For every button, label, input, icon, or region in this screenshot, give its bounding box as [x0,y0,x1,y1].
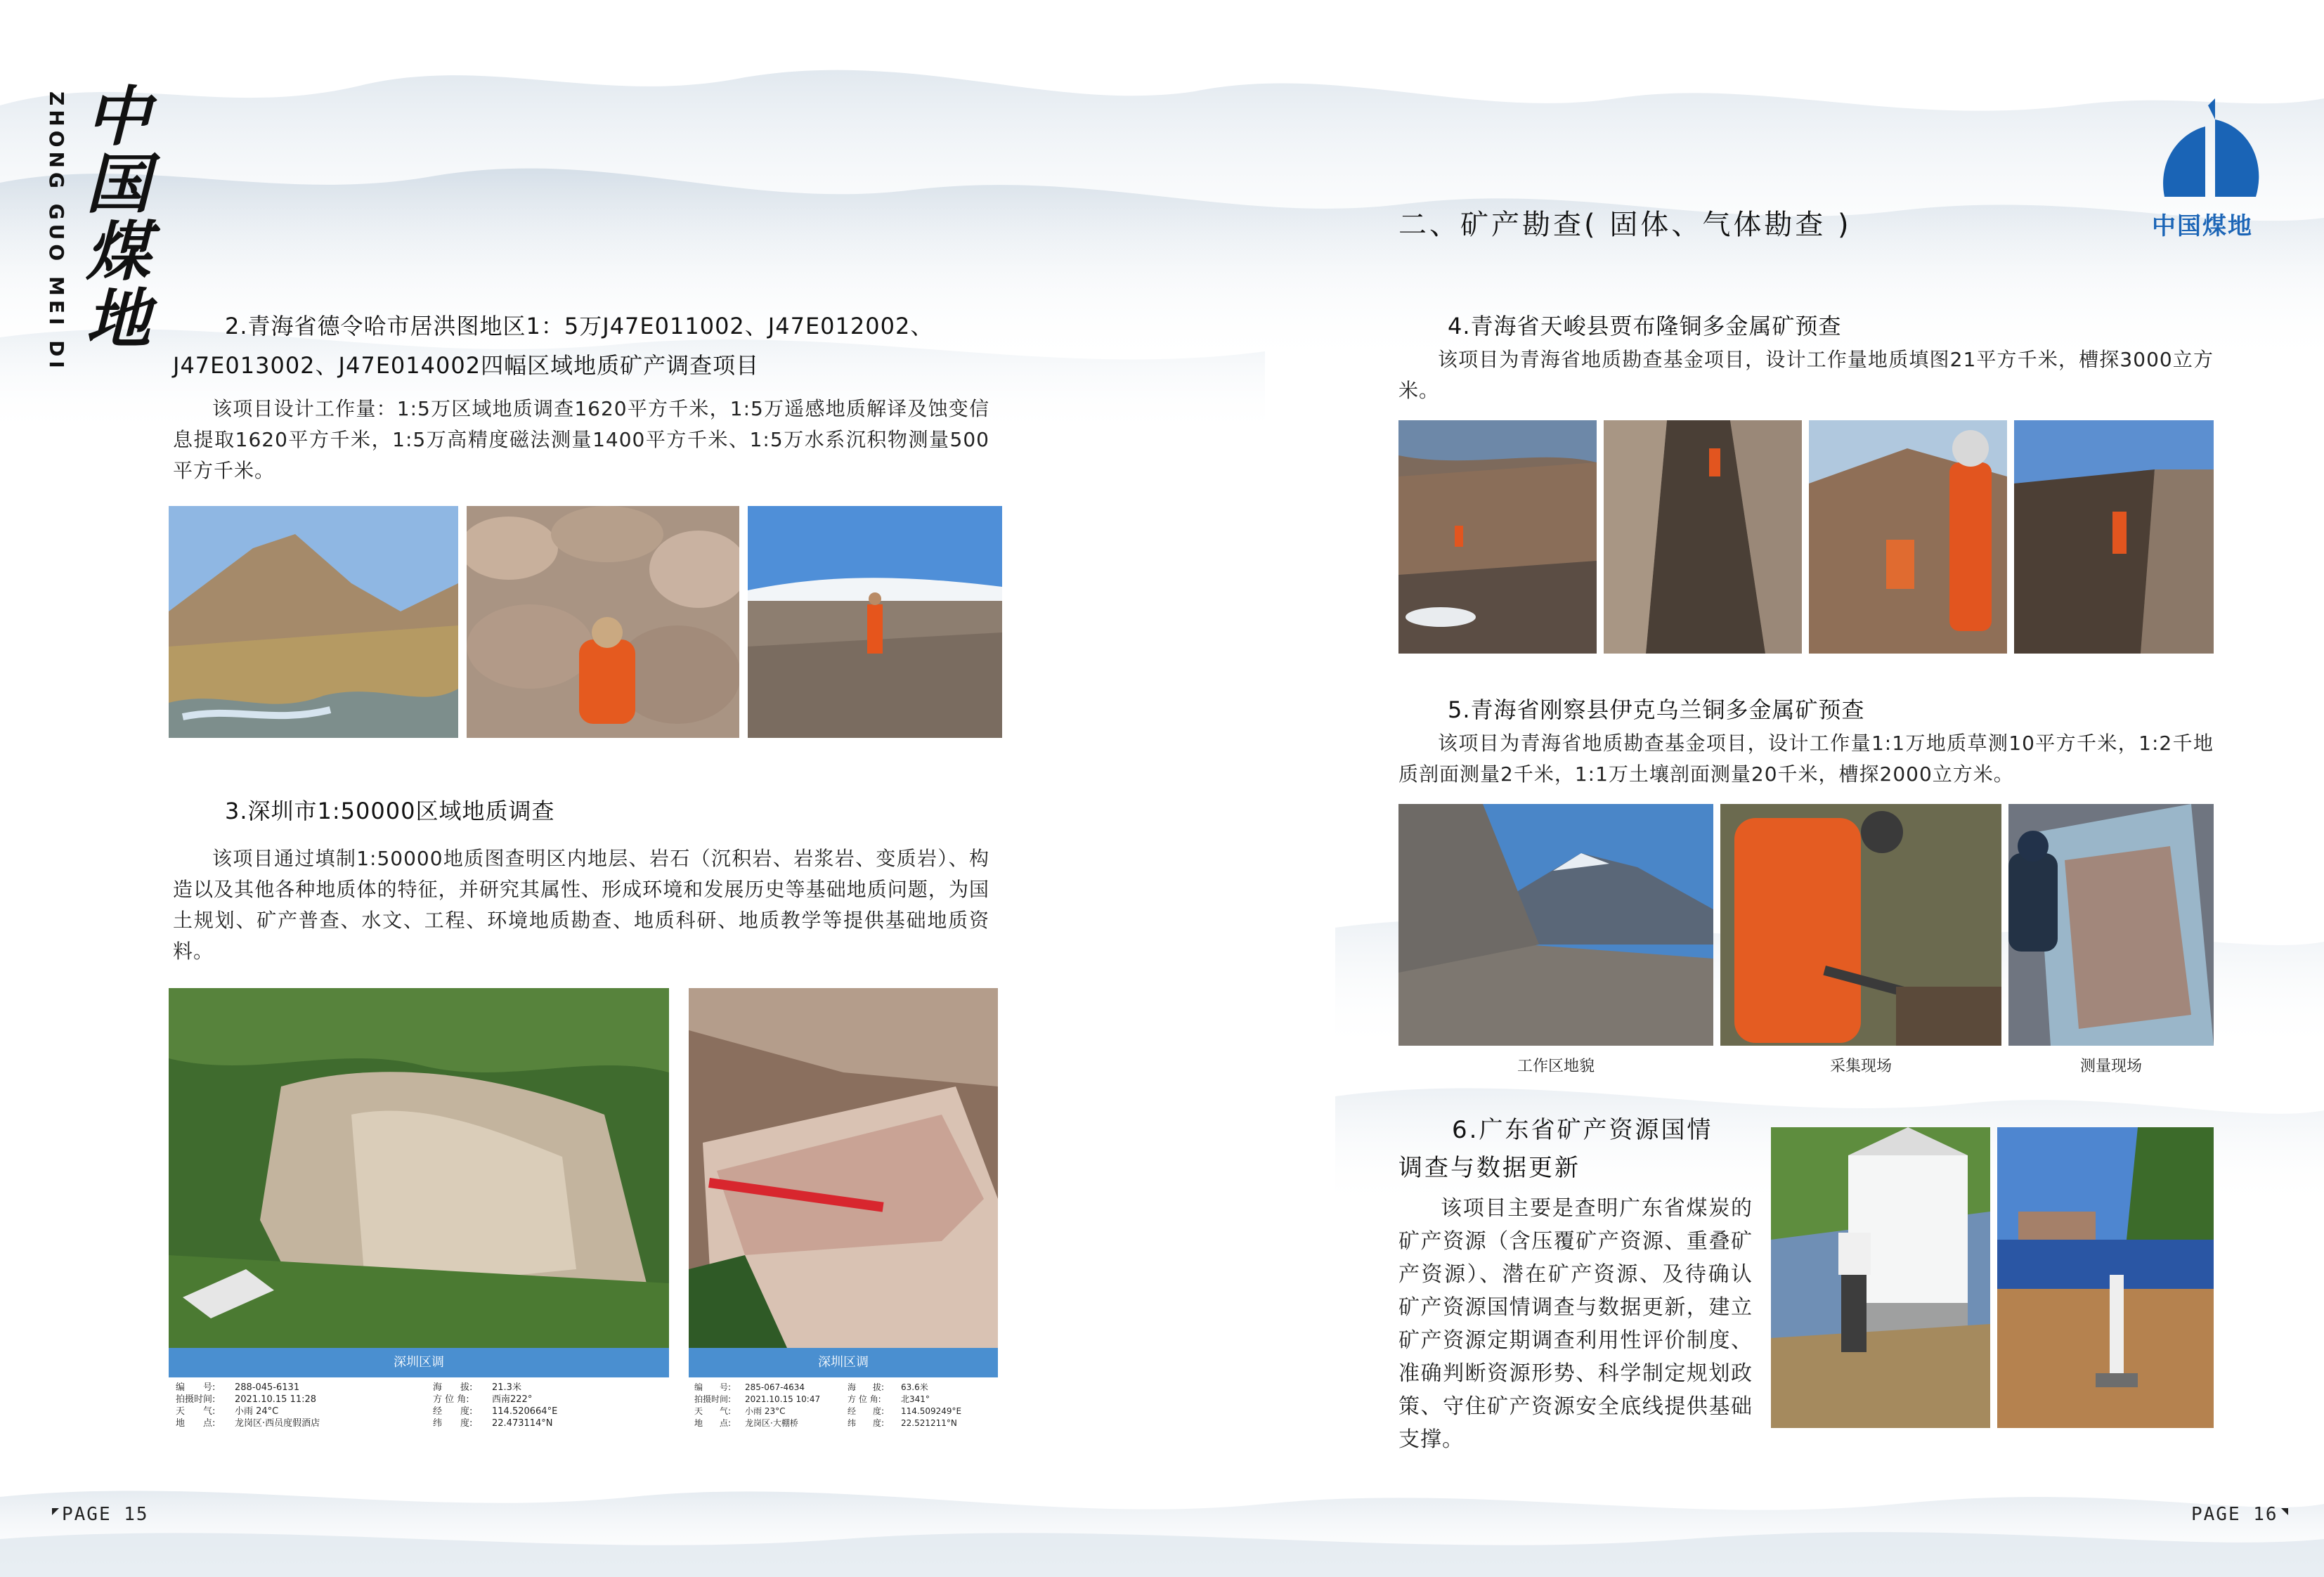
meta-key: 天 气: [694,1406,732,1416]
meta-key: 拍摄时间: [176,1394,216,1405]
photo-trench [1604,420,1802,654]
photo-measurement [2008,804,2214,1046]
meta-value: 114.509249°E [901,1406,962,1416]
photo-slope-workers [1398,420,1597,654]
corner-mark-icon [52,1508,59,1515]
company-logo-text: 中国煤地 [2152,212,2253,240]
brand-char: 地 [86,281,151,357]
meta-value: 21.3米 [492,1382,521,1393]
section-title: 二、矿产勘查( 固体、气体勘查 ) [1398,209,1852,241]
page-number-left [52,1504,149,1525]
photo-caption: 测量现场 [2079,1058,2142,1075]
meta-key: 纬 度: [433,1418,473,1429]
photo-field-marker [1997,1127,2214,1428]
brand-calligraphy [86,79,163,357]
project-2-body: 该项目设计工作量：1:5万区域地质调查1620平方千米，1:5万遥感地质解译及蚀变信息提取1620平方千米，1:5万高精度磁法测量1400平方千米、1:5万水系沉积物测量500平方千米。 [173,397,989,482]
meta-value: 龙岗区·西员度假酒店 [235,1418,320,1429]
meta-key: 编 号: [176,1382,216,1393]
project-6-body: 该项目主要是查明广东省煤炭的矿产资源（含压覆矿产资源、重叠矿产资源）、潜在矿产资源、及待确认矿产资源国情调查与数据更新，建立矿产资源定期调查利用性评价制度、准确判断资源形势、科学制定规划政策、守住矿产资源安全底线提供基础支撑。 [1398,1196,1753,1452]
brand-char: 煤 [86,214,151,290]
meta-key: 经 度: [433,1406,473,1417]
photo-trench-wall [2014,420,2214,654]
meta-key: 地 点: [694,1418,732,1428]
meta-key: 编 号: [694,1382,732,1392]
project-5-heading: 5.青海省刚察县伊克乌兰铜多金属矿预查 [1448,696,1865,723]
brand-pinyin: ZHONG GUO MEI DI [45,91,68,372]
meta-key: 天 气: [176,1406,216,1417]
meta-value: 小雨 24°C [235,1406,279,1417]
meta-key: 地 点: [176,1418,216,1429]
meta-key: 纬 度: [848,1418,885,1428]
meta-key: 方 位 角: [848,1394,881,1404]
page-number-right [2191,1504,2288,1525]
photo-metadata [694,1382,997,1429]
photo-granite-pen [689,988,998,1348]
meta-key: 拍摄时间: [694,1394,732,1404]
photo-rock-outcrop [169,988,669,1348]
photo-mountain-stream [169,506,458,738]
meta-key: 方 位 角: [433,1394,469,1405]
project-6-heading-line2: 调查与数据更新 [1398,1154,1580,1182]
meta-key: 海 拔: [433,1382,473,1393]
photo-caption: 工作区地貌 [1517,1058,1595,1075]
project-2-heading-line2: J47E013002、J47E014002四幅区域地质矿产调查项目 [173,352,760,379]
meta-value: 西南222° [492,1394,533,1405]
meta-key: 海 拔: [848,1382,885,1392]
meta-value: 63.6米 [901,1382,928,1392]
meta-value: 22.473114°N [492,1418,553,1429]
photo-caption: 采集现场 [1829,1058,1892,1075]
meta-value: 288-045-6131 [235,1382,300,1393]
photo-label-bar: 深圳区调 [169,1348,669,1377]
photo-boulders-worker [467,506,739,738]
company-logo-icon [2150,98,2270,204]
meta-value: 285-067-4634 [745,1382,805,1392]
project-4-heading: 4.青海省天峻县贾布隆铜多金属矿预查 [1448,313,1842,339]
brand-char: 国 [86,146,151,222]
page-number-text: PAGE 16 [2191,1504,2278,1525]
page-number-text: PAGE 15 [62,1504,149,1525]
meta-key: 经 度: [848,1406,885,1416]
meta-value: 114.520664°E [492,1406,558,1417]
project-3-heading: 3.深圳市1:50000区域地质调查 [225,798,555,824]
meta-value: 小雨 23°C [745,1406,786,1416]
meta-value: 北341° [901,1394,930,1404]
project-6-heading-line1: 6.广东省矿产资源国情 [1452,1116,1713,1144]
photo-survey-station [1771,1127,1990,1428]
photo-metadata [176,1382,668,1429]
photo-work-area-landscape [1398,804,1713,1046]
photo-sample-collection [1720,804,2001,1046]
project-4-body: 该项目为青海省地质勘查基金项目，设计工作量地质填图21平方千米，槽探3000立方米。 [1398,348,2214,402]
photo-surveyor-plateau [748,506,1002,738]
meta-value: 2021.10.15 11:28 [235,1394,317,1405]
photo-geologists-notes [1809,420,2007,654]
project-5-body: 该项目为青海省地质勘查基金项目，设计工作量1:1万地质草测10平方千米，1:2千地质剖面测量2千米，1:1万土壤剖面测量20千米，槽探2000立方米。 [1398,732,2214,786]
project-2-heading-line1: 2.青海省德令哈市居洪图地区1：5万J47E011002、J47E012002、 [225,313,934,339]
corner-mark-icon [2281,1508,2288,1515]
project-3-body: 该项目通过填制1:50000地质图查明区内地层、岩石（沉积岩、岩浆岩、变质岩）、构造以及其他各种地质体的特征，并研究其属性、形成环境和发展历史等基础地质问题，为国土规划、矿产普查、水文、工程、环境地质勘查、地质科研、地质教学等提供基础地质资料。 [173,847,989,963]
meta-value: 龙岗区·大棚桥 [745,1418,798,1428]
meta-value: 2021.10.15 10:47 [745,1394,821,1404]
photo-label-bar: 深圳区调 [689,1348,998,1377]
meta-value: 22.521211°N [901,1418,957,1428]
brand-char: 中 [86,79,151,155]
